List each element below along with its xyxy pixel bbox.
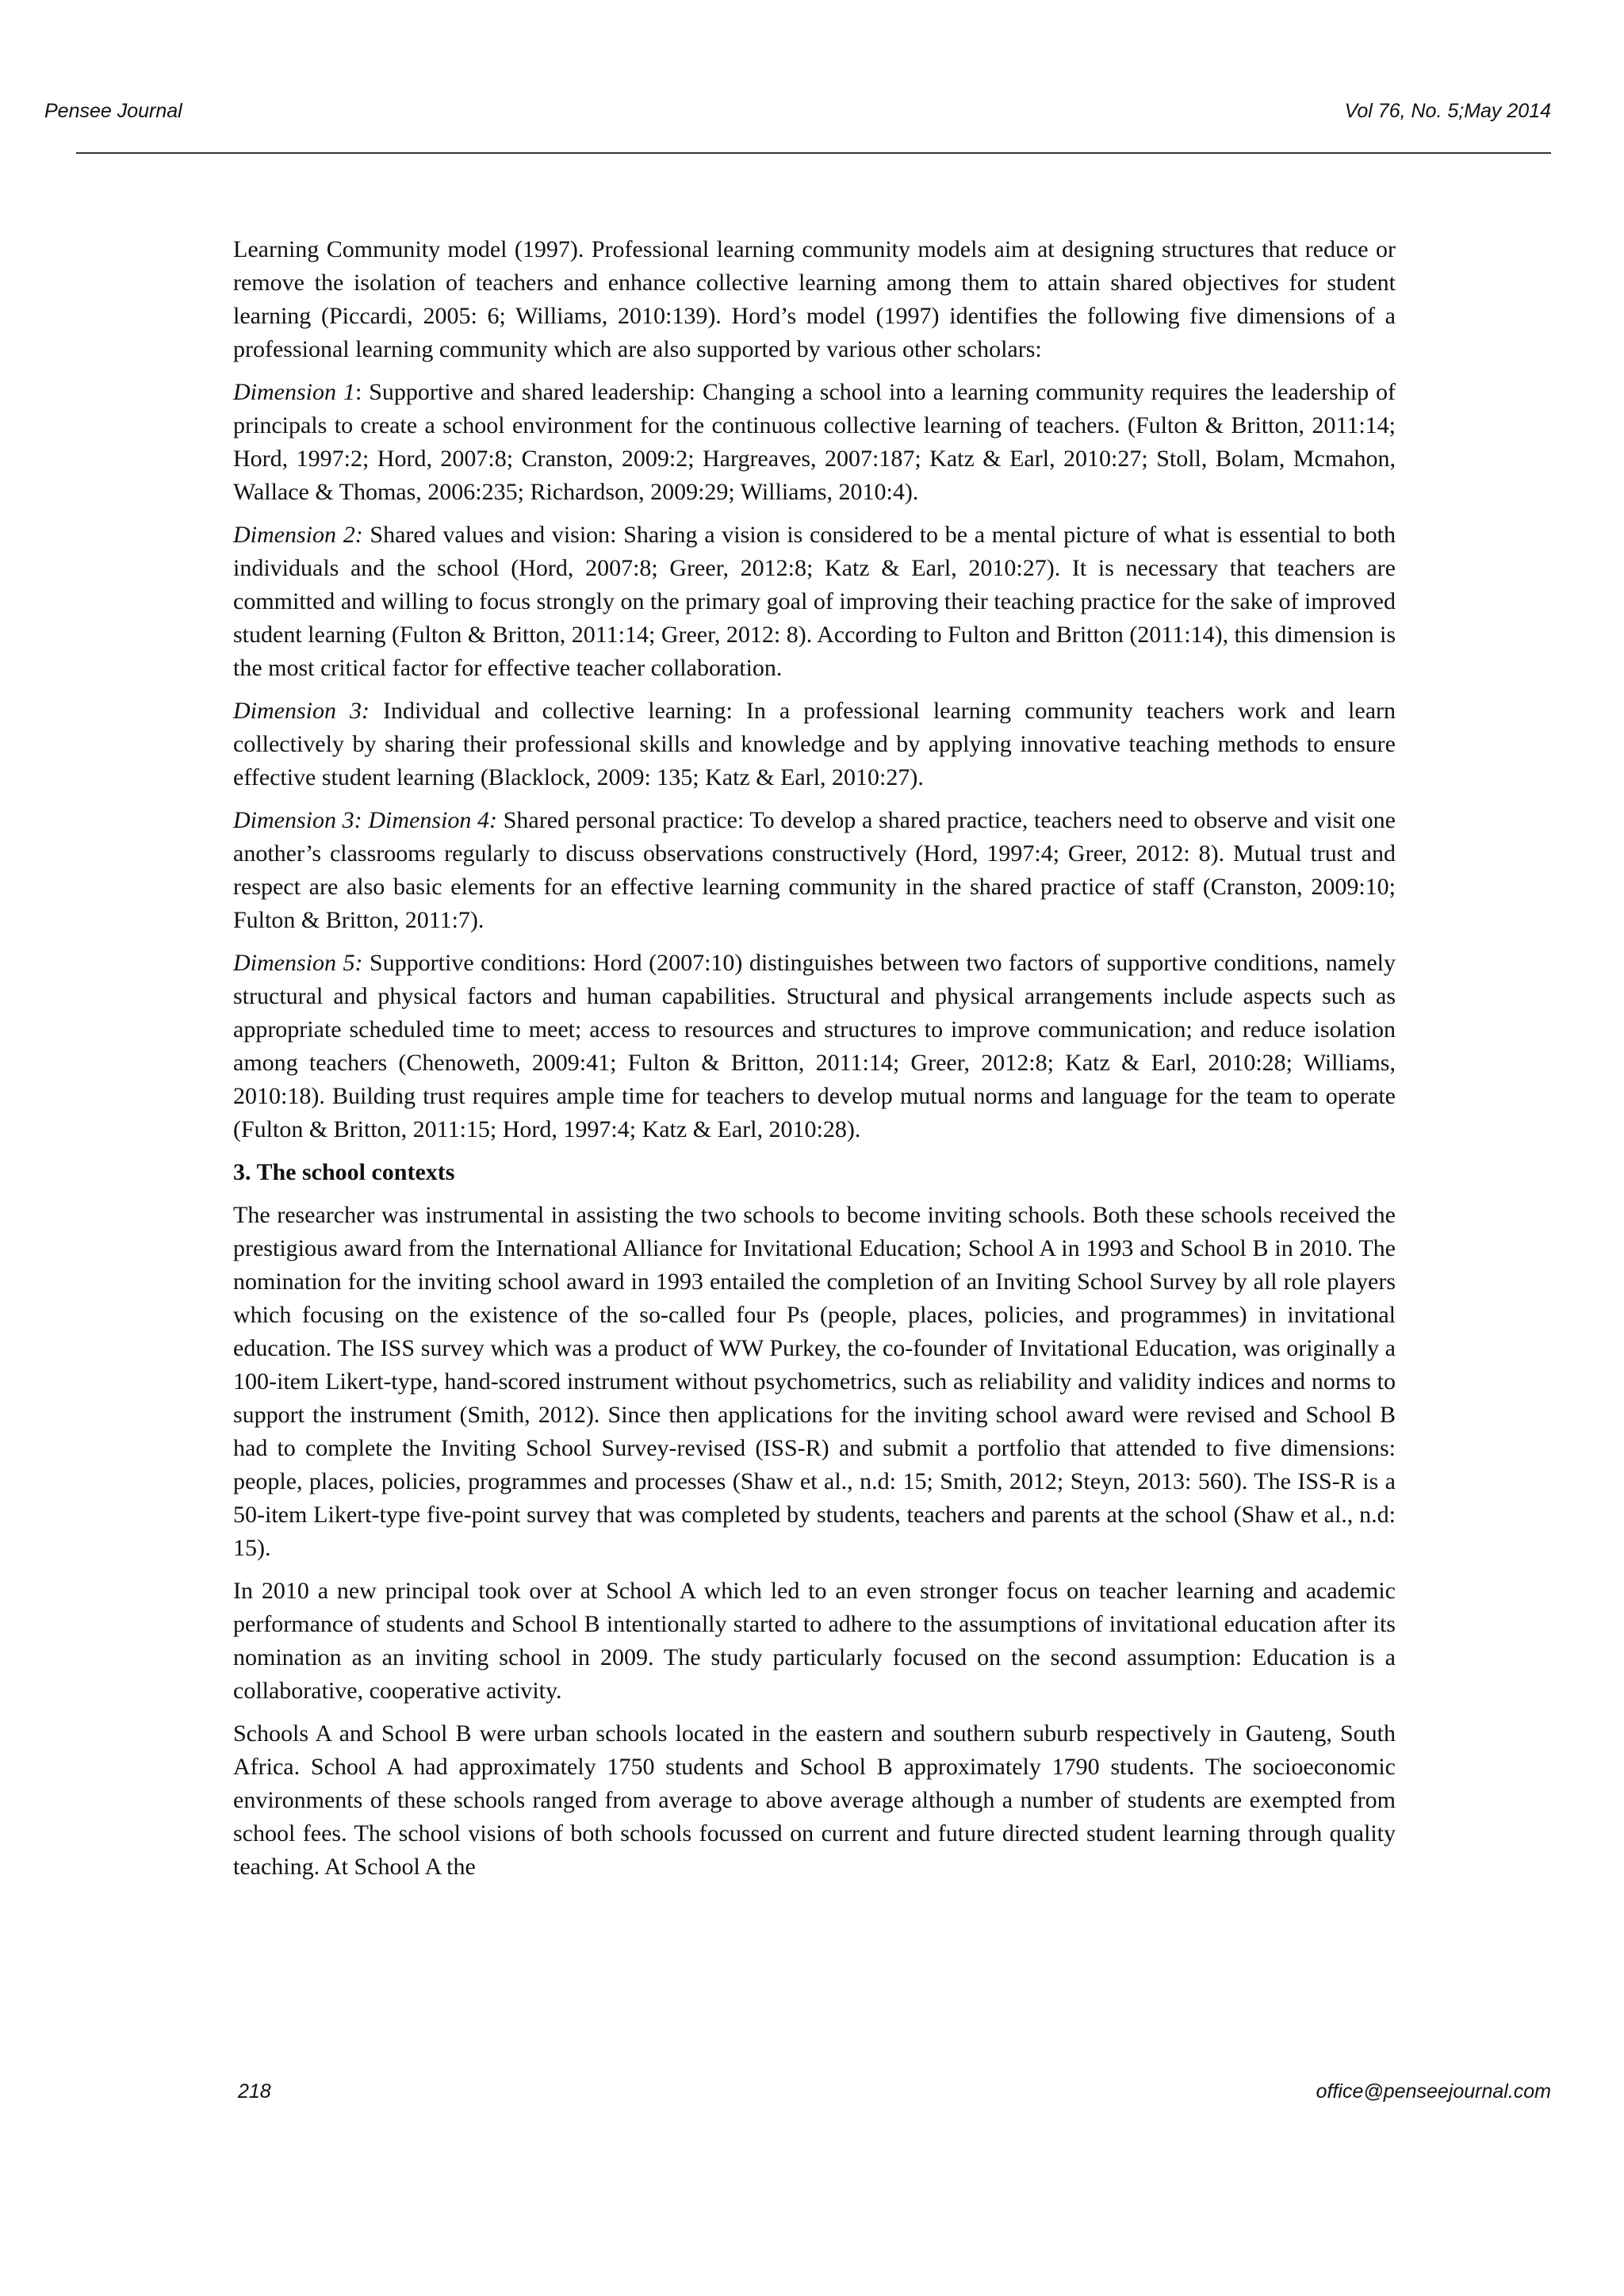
volume-info: Vol 76, No. 5;May 2014: [1344, 100, 1551, 122]
dimension-4-paragraph: [233, 804, 1396, 937]
intro-paragraph: Learning Community model (1997). Professional learning community models aim at designing structures that reduce or remove the isolation of teachers and enhance collective learning among them to attain shared objectives for student learning (Piccardi, 2005: 6; Williams, 2010:139). Hord’s model (1997) identifies the following five dimensions of a professional learning community which are also supported by various other scholars:: [233, 236, 1396, 362]
dimension-1-text: : Supportive and shared leadership: Changing a school into a learning community requires the leadership of principals to create a school environment for the continuous collective learning of teachers. (Fulton & Britton, 2011:14; Hord, 1997:2; Hord, 2007:8; Cranston, 2009:2; Hargreaves, 2007:187; Katz & Earl, 2010:27; Stoll, Bolam, Mcmahon, Wallace & Thomas, 2006:235; Richardson, 2009:29; Williams, 2010:4).: [233, 379, 1396, 505]
journal-name: Pensee Journal: [44, 100, 182, 122]
dimension-3-text: Individual and collective learning: In a professional learning community teachers work and learn collectively by sharing their professional skills and knowledge and by applying innovative teaching methods to ensure effective student learning (Blacklock, 2009: 135; Katz & Earl, 2010:27).: [233, 698, 1396, 790]
dimension-3-label: Dimension 3:: [233, 698, 370, 724]
dimension-2-paragraph: [233, 519, 1396, 685]
dimension-1-label: Dimension 1: [233, 379, 355, 405]
page-number: 218: [238, 2080, 271, 2103]
page-header: [44, 100, 1551, 132]
section-heading: 3. The school contexts: [233, 1159, 455, 1185]
dimension-5-label: Dimension 5:: [233, 950, 363, 976]
dimension-5-text: Supportive conditions: Hord (2007:10) distinguishes between two factors of supportive conditions, namely structural and physical factors and human capabilities. Structural and physical arrangements include aspects such as appropriate scheduled time to meet; access to resources and structures to improve communication; and reduce isolation among teachers (Chenoweth, 2009:41; Fulton & Britton, 2011:14; Greer, 2012:8; Katz & Earl, 2010:28; Williams, 2010:18). Building trust requires ample time for teachers to develop mutual norms and language for the team to operate (Fulton & Britton, 2011:15; Hord, 1997:4; Katz & Earl, 2010:28).: [233, 950, 1396, 1142]
article-body: [233, 233, 1396, 1893]
dimension-4-text: Shared personal practice: To develop a shared practice, teachers need to observe and visit one another’s classrooms regularly to discuss observations constructively (Hord, 1997:4; Greer, 2012: 8). Mutual trust and respect are also basic elements for an effective learning community in the shared practice of staff (Cranston, 2009:10; Fulton & Britton, 2011:7).: [233, 807, 1396, 933]
dimension-4-label: Dimension 3: Dimension 4:: [233, 807, 498, 833]
dimension-2-text: Shared values and vision: Sharing a vision is considered to be a mental picture of what is essential to both individuals and the school (Hord, 2007:8; Greer, 2012:8; Katz & Earl, 2010:27). It is necessary that teachers are committed and willing to focus strongly on the primary goal of improving their teaching practice for the sake of improved student learning (Fulton & Britton, 2011:14; Greer, 2012: 8). According to Fulton and Britton (2011:14), this dimension is the most critical factor for effective teacher collaboration.: [233, 522, 1396, 681]
header-divider: [76, 152, 1551, 154]
page-footer: [238, 2080, 1551, 2112]
dimension-3-paragraph: [233, 695, 1396, 794]
contact-email: office@penseejournal.com: [1316, 2080, 1551, 2103]
dimension-5-paragraph: [233, 947, 1396, 1146]
dimension-2-label: Dimension 2:: [233, 522, 363, 548]
school-context-paragraph-3: Schools A and School B were urban schools located in the eastern and southern suburb respectively in Gauteng, South Africa. School A had approximately 1750 students and School B approximately 1790 students. The socioeconomic environments of these schools ranged from average to above average although a number of students are exempted from school fees. The school visions of both schools focussed on current and future directed student learning through quality teaching. At School A the: [233, 1720, 1396, 1880]
school-context-paragraph-2: In 2010 a new principal took over at School A which led to an even stronger focus on teacher learning and academic performance of students and School B intentionally started to adhere to the assumptions of invitational education after its nomination as an inviting school in 2009. The study particularly focused on the second assumption: Education is a collaborative, cooperative activity.: [233, 1578, 1396, 1704]
dimension-1-paragraph: [233, 376, 1396, 509]
school-context-paragraph-1: The researcher was instrumental in assisting the two schools to become inviting schools. Both these schools received the prestigious award from the International Alliance for Invitational Education; School A in 1993 and School B in 2010. The nomination for the inviting school award in 1993 entailed the completion of an Inviting School Survey by all role players which focusing on the existence of the so-called four Ps (people, places, policies, and programmes) in invitational education. The ISS survey which was a product of WW Purkey, the co-founder of Invitational Education, was originally a 100-item Likert-type, hand-scored instrument without psychometrics, such as reliability and validity indices and norms to support the instrument (Smith, 2012). Since then applications for the inviting school award were revised and School B had to complete the Inviting School Survey-revised (ISS-R) and submit a portfolio that attended to five dimensions: people, places, policies, programmes and processes (Shaw et al., n.d: 15; Smith, 2012; Steyn, 2013: 560). The ISS-R is a 50-item Likert-type five-point survey that was completed by students, teachers and parents at the school (Shaw et al., n.d: 15).: [233, 1202, 1396, 1561]
